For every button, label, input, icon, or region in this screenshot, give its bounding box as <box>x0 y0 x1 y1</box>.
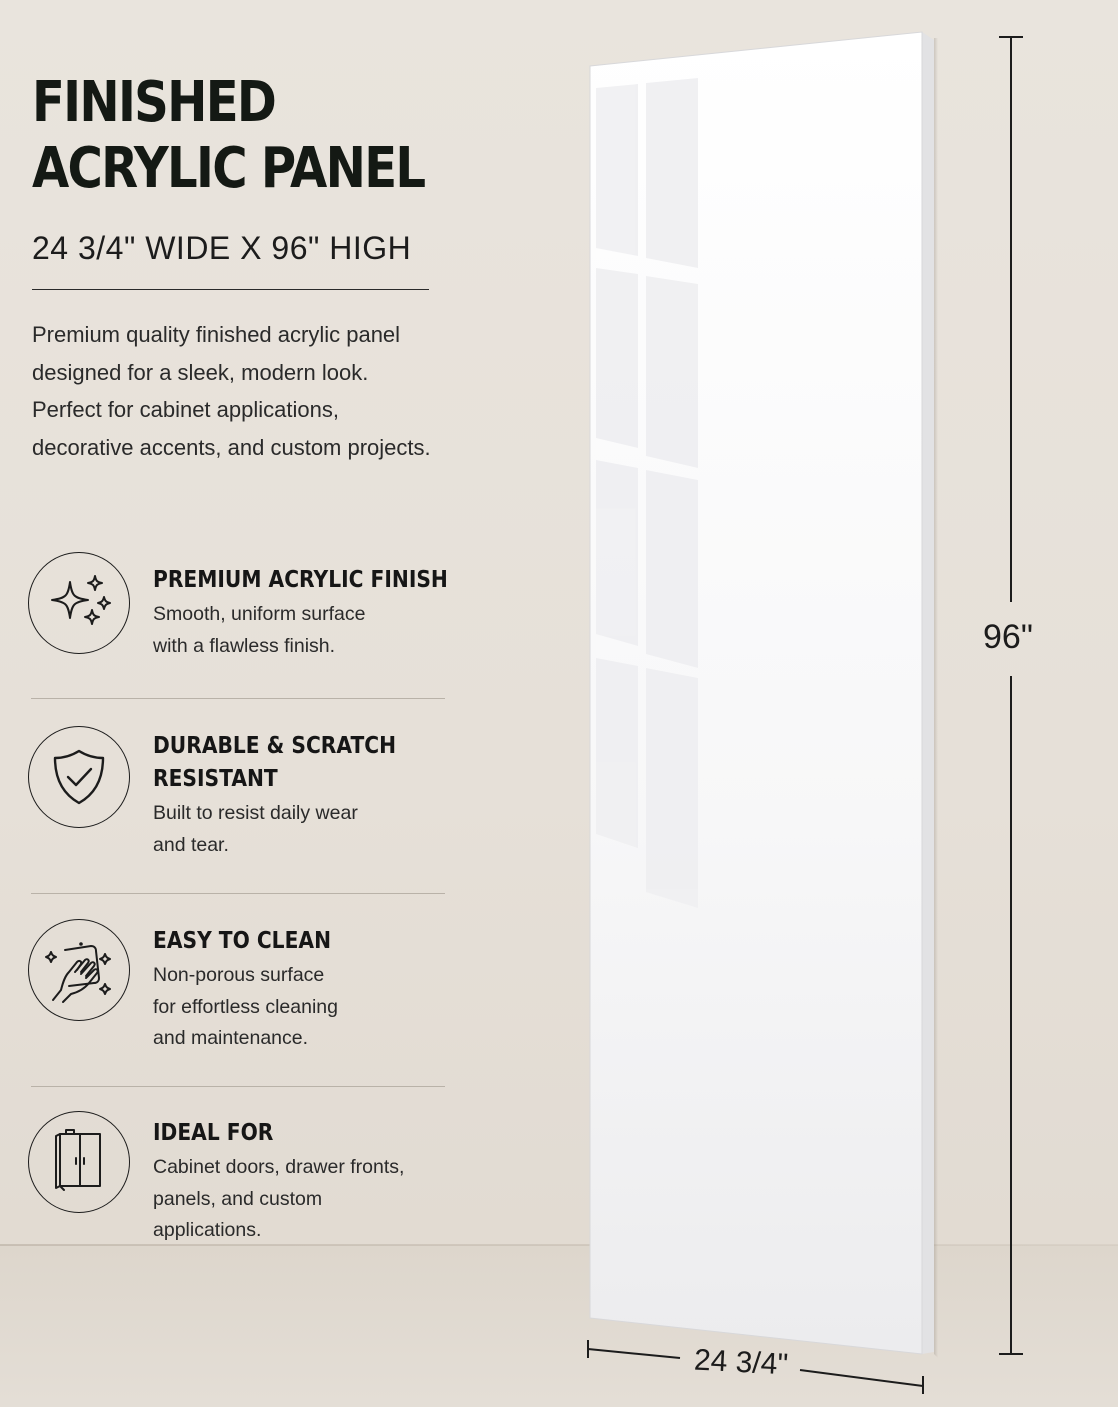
floor <box>0 1245 1118 1407</box>
feature-body <box>153 798 453 861</box>
feature-title: PREMIUM ACRYLIC FINISH <box>153 567 448 593</box>
height-label: 96" <box>983 618 1033 656</box>
feature-body <box>153 599 453 662</box>
feature-body-line: and maintenance. <box>153 1027 309 1049</box>
feature-title-line: RESISTANT <box>153 766 278 792</box>
hand-wipe-icon <box>28 919 130 1021</box>
dimensions-subtitle: 24 3/4" WIDE X 96" HIGH <box>32 230 412 266</box>
feature-body-line: for effortless cleaning <box>153 995 338 1018</box>
height-dimension-line <box>996 36 1026 1356</box>
title-line-1: FINISHED <box>32 70 276 135</box>
feature-title: EASY TO CLEAN <box>153 928 332 954</box>
feature-title-line: DURABLE & SCRATCH <box>153 733 397 759</box>
feature-body-line: Non-porous surface <box>153 964 325 986</box>
title-divider <box>32 289 429 290</box>
acrylic-panel-illustration <box>586 28 938 1358</box>
feature-body-line: applications. <box>153 1219 262 1241</box>
feature-body-line: and tear. <box>153 833 229 856</box>
feature-text <box>153 925 453 1055</box>
product-description: Premium quality finished acrylic panel designed for a sleek, modern look. Perfect for cabinet applications, decorative accents, and custom projects. <box>32 322 431 460</box>
feature-divider <box>31 1086 445 1087</box>
page-title <box>32 70 462 202</box>
feature-text <box>153 564 453 662</box>
feature-title: IDEAL FOR <box>153 1120 274 1146</box>
cabinet-door-icon <box>28 1111 130 1213</box>
feature-body-line: Cabinet doors, drawer fronts, <box>153 1156 405 1178</box>
feature-body-line: with a flawless finish. <box>153 634 336 657</box>
shield-check-icon <box>28 726 130 828</box>
feature-body-line: panels, and custom <box>153 1187 323 1210</box>
feature-text <box>153 1117 453 1247</box>
feature-body-line: Smooth, uniform surface <box>153 603 366 625</box>
feature-body <box>153 960 453 1055</box>
feature-body-line: Built to resist daily wear <box>153 802 358 824</box>
title-line-2: ACRYLIC PANEL <box>32 136 425 201</box>
feature-title <box>153 730 452 796</box>
info-column <box>32 70 452 466</box>
feature-text <box>153 730 453 861</box>
width-label: 24 3/4" <box>693 1343 789 1382</box>
feature-body <box>153 1152 453 1247</box>
sparkle-icon <box>28 552 130 654</box>
feature-divider <box>31 698 445 699</box>
feature-divider <box>31 893 445 894</box>
